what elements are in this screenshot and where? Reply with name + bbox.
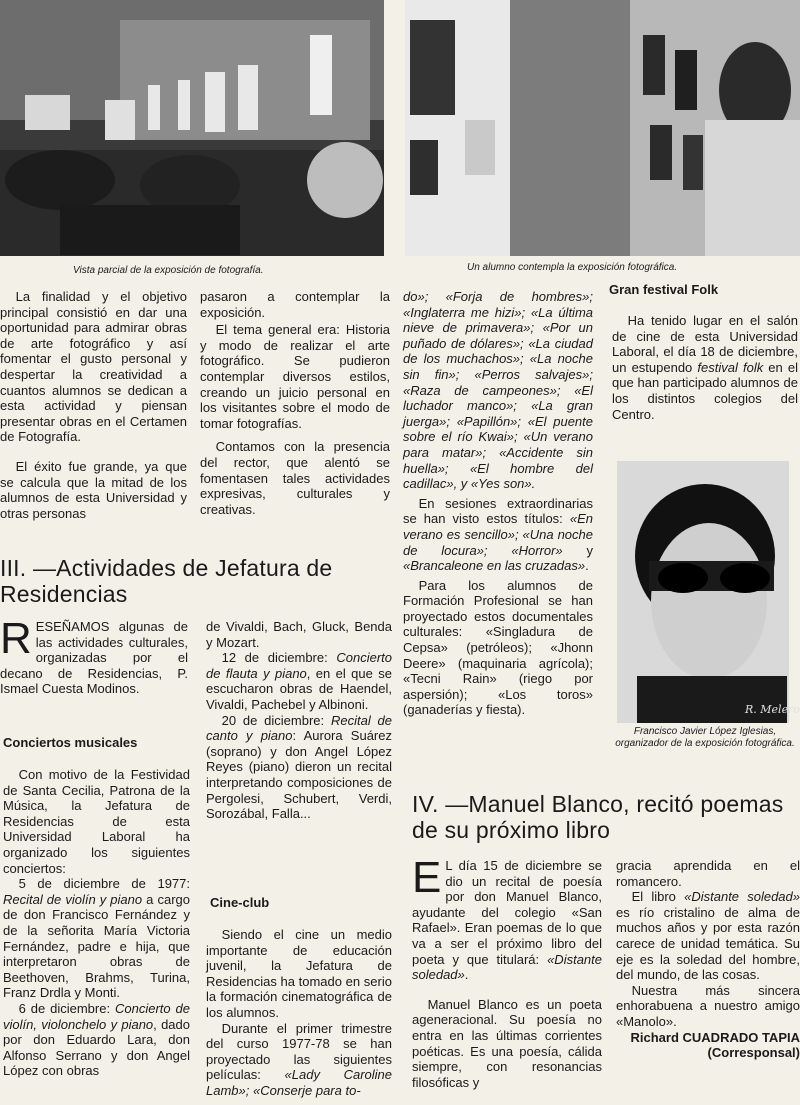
- section-iv-col2-paragraph-2: [616, 889, 800, 983]
- films-column: [403, 289, 593, 718]
- concerts-heading: Conciertos musicales: [3, 735, 138, 750]
- intro-paragraph-1: La finalidad y el objetivo principal consistió en dar una oportunidad para admirar obras de arte fotográfico y así fomentar el gusto personal y despertar la creatividad a cuantos alumnos se dedican a esta actividad y piensan presentar obras en el Certamen de Fotografía.: [0, 289, 187, 445]
- cine-club-titles: «Lady Caroline Lamb»; «Conserje para to-: [206, 1067, 392, 1098]
- intro-column-2: [200, 289, 390, 517]
- cine-club-column: [206, 927, 392, 1099]
- concerts-paragraph: Con motivo de la Festividad de Santa Cecilia, Patrona de la Música, la Jefatura de Residencias de esta Universidad Laboral ha organizado los siguientes conciertos:: [3, 767, 190, 876]
- concert-1-text: a cargo de don Francisco Fernández y de la señorita María Victoria Fernández, padre e hija, que interpretaron obras de Beethoven, Brahms, Turina, Franz Drdla y Monti.: [3, 891, 190, 1001]
- intro-col2-paragraph-2: El tema general era: Historia y modo de realizar el arte fotográfico. Se pudieron contemplar diversos estilos, creando un juicio personal en los visitantes sobre el modo de tomar fotografías.: [200, 322, 390, 431]
- section-iii-column-2: [206, 619, 392, 822]
- folk-text-italic: festival folk: [697, 359, 764, 375]
- section-iii-heading: III. —Actividades de Jefatura de Residencias: [0, 555, 333, 607]
- cine-club-text: Durante el primer trimestre del curso 1977-78 se han proyectado las siguientes películas:: [206, 1020, 392, 1083]
- extra-sessions-prefix: En sesiones extraordinarias se han visto estos títulos:: [403, 495, 593, 527]
- section-iv-paragraph-1: [412, 853, 602, 983]
- concert-4-text: : Aurora Suárez (soprano) y don Angel López Reyes (piano) dieron un recital interpretando composiciones de Pergolesi, Schubert, Verdi, Sorozábal, Falla...: [206, 728, 392, 822]
- organizer-portrait: [617, 461, 800, 723]
- concert-1-date: 5 de diciembre de 1977:: [18, 876, 190, 892]
- concert-3-date: 12 de diciembre:: [221, 650, 337, 666]
- concerts-continuation: de Vivaldi, Bach, Gluck, Benda y Mozart.: [206, 619, 392, 650]
- intro-column-1: [0, 289, 187, 521]
- exhibition-photo-left-art: [0, 0, 384, 256]
- exhibition-photo-right: [405, 0, 800, 256]
- section-iv-column-1: [412, 853, 602, 1090]
- intro-col2-paragraph-3: Contamos con la presencia del rector, que alentó se fomentasen tales actividades expresivas, culturales y creativas.: [200, 439, 390, 517]
- section-iv-dropcap: E: [412, 853, 442, 902]
- section-iv-paragraph-2: Manuel Blanco es un poeta ageneracional. Su poesía no entra en las últimas corrientes poéticas. Es una poesía, cálida siempre, con resonancias filosóficas y: [412, 996, 602, 1090]
- intro-col2-paragraph-1: pasaron a contemplar la exposición.: [200, 289, 390, 320]
- exhibition-photo-left: [0, 0, 384, 256]
- extra-sessions-titles: «En verano es sencillo»; «Una noche de locura»; «Horror»: [403, 511, 593, 558]
- extra-sessions-end: .: [585, 558, 589, 574]
- left-photo-caption: Vista parcial de la exposición de fotografía.: [73, 265, 264, 276]
- folk-paragraph: [612, 313, 798, 422]
- folk-column: [612, 313, 798, 422]
- films-list: do»; «Forja de hombres»; «Inglaterra me hizi»; «La última nieve de primavera»; «Por un puñado de dólares»; «La ciudad de los muchachos»; «La noche sin fin»; «Perros salvajes»; «Raza de campeones»; «El luchador manco»; «La gran juerga»; «Papillón»; «El puente sobre el río Kwai»; «Un verano para matar»; «Accidente sin huella»; «El hombre del cadillac», y «Yes son».: [403, 289, 593, 492]
- folk-heading: Gran festival Folk: [609, 282, 719, 297]
- section-iv-col2-text-b: es río cristalino de alma de muchos años y por esta razón carece de unidad temática. Su eje es la soledad del hombre, del mundo, de las cosas.: [616, 904, 800, 983]
- concert-2-title: Concierto de violín, violonchelo y piano: [3, 1000, 190, 1032]
- section-iv-col2-text-a: El libro: [631, 889, 685, 905]
- concert-2-date: 6 de diciembre:: [18, 1000, 115, 1016]
- concert-4-date: 20 de diciembre:: [221, 712, 331, 728]
- section-iv-heading: IV. —Manuel Blanco, recitó poemas de su próximo libro: [412, 791, 784, 843]
- signature-name: Richard CUADRADO TAPIA: [630, 1029, 800, 1045]
- concert-1-title: Recital de violín y piano: [3, 891, 143, 907]
- section-iii-column-1: [0, 614, 188, 697]
- exhibition-photo-right-art: [405, 0, 800, 256]
- signature-role: (Corresponsal): [707, 1045, 800, 1061]
- concert-3: [206, 650, 392, 712]
- section-iv-col2-paragraph-1: gracia aprendida en el romancero.: [616, 858, 800, 889]
- section-iii-intro: [0, 614, 188, 697]
- folk-text-a: Ha tenido lugar en el salón de cine de esta Universidad Laboral, el día 18 de diciembre, un estupendo: [612, 313, 798, 375]
- section-iv-col2-paragraph-3: Nuestra más sincera enhorabuena a nuestro amigo «Manolo».: [616, 982, 800, 1029]
- extra-sessions-mid: y: [562, 542, 593, 558]
- documentaries-paragraph: Para los alumnos de Formación Profesional se han proyectado estos documentales culturales: «Singladura de Cepsa» (petróleos); «Jhonn Deere» (maquinaria agrícola); «Tecni Rain» (riego por aspersión); «Los toros» (ganaderías y fiesta).: [403, 577, 593, 718]
- section-iv-book-title: «Distante soledad»: [412, 951, 602, 983]
- concert-3-title: Concierto de flauta y piano: [206, 650, 392, 681]
- concert-4: [206, 713, 392, 822]
- concert-2-text: , dado por don Eduardo Lara, don Alfonso Serrano y don Angel López con obras: [3, 1016, 190, 1079]
- section-iii-dropcap: R: [0, 614, 32, 663]
- concert-3-text: , en el que se escucharon obras de Haendel, Vivaldi, Pachebel y Albinoni.: [206, 665, 392, 712]
- cine-club-paragraph-1: Siendo el cine un medio importante de educación juvenil, la Jefatura de Residencias ha tomado en serio la formación cinematográfica de los alumnos.: [206, 927, 392, 1020]
- intro-paragraph-2: El éxito fue grande, ya que se calcula que la mitad de los alumnos de esta Universidad y otras personas: [0, 458, 187, 521]
- section-iv-column-2: [616, 858, 800, 1061]
- folk-text-b: en el que han participado alumnos de los distintos colegios del Centro.: [612, 359, 798, 422]
- section-iv-text-a: L día 15 de diciembre se dio un recital de poesía por don Manuel Blanco, ayudante del colegio «San Rafael». Eran poemas de lo que va a ser el próximo libro del poeta y que titulará:: [412, 858, 602, 967]
- cine-club-paragraph-2: [206, 1021, 392, 1099]
- portrait-caption: Francisco Javier López Iglesias, organizador de la exposición fotográfica.: [615, 726, 795, 749]
- cine-club-heading: Cine-club: [210, 895, 270, 910]
- concert-4-title: Recital de canto y piano: [206, 712, 392, 744]
- concerts-column: [3, 767, 190, 1079]
- section-iv-col2-title: «Distante soledad»: [684, 889, 800, 905]
- extra-sessions-paragraph: [403, 496, 593, 574]
- section-iii-intro-text: ESEÑAMOS algunas de las actividades culturales, organizadas por el decano de Residencias, P. Ismael Cuesta Modinos.: [0, 619, 188, 697]
- organizer-portrait-art: [617, 461, 800, 723]
- right-photo-caption: Un alumno contempla la exposición fotográfica.: [467, 262, 678, 273]
- portrait-signature: R. Melero: [745, 703, 800, 716]
- extra-sessions-last: «Brancaleone en las cruzadas»: [403, 558, 586, 574]
- section-iv-text-end: .: [464, 967, 469, 983]
- concert-2: [3, 1001, 190, 1079]
- concert-1: [3, 876, 190, 1001]
